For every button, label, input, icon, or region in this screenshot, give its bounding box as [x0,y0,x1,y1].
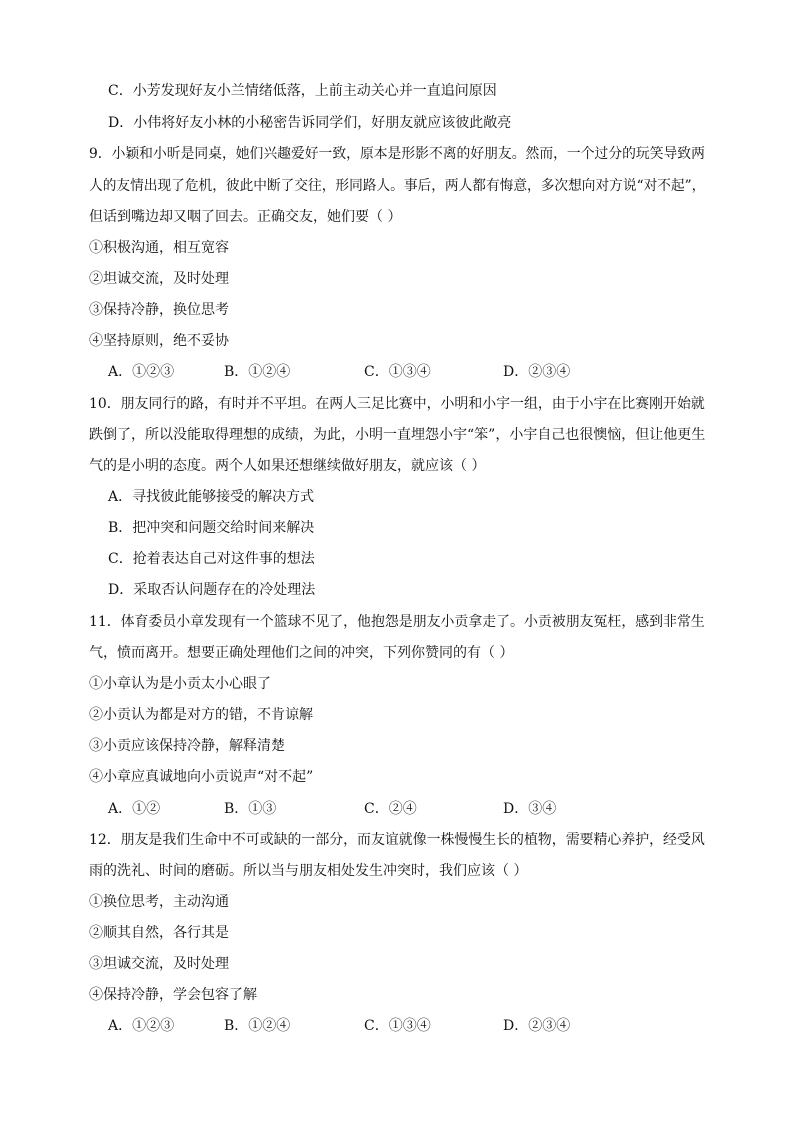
q9-stem-line: 但话到嘴边却又咽了回去。正确交友，她们要（ ） [89,209,402,225]
q11-option-a: A．①② [108,801,161,817]
q10-option-c: C．抢着表达自己对这件事的想法 [108,551,315,567]
q12-item: ②顺其自然，各行其是 [89,925,229,941]
q9-option-d: D．②③④ [503,364,571,380]
q12-option-c: C．①③④ [364,1018,431,1034]
q9-stem-line: 人的友情出现了危机，彼此中断了交往，形同路人。事后，两人都有悔意，多次想向对方说“对不起”， [89,178,706,194]
q10-option-a: A．寻找彼此能够接受的解决方式 [108,489,315,505]
q11-item: ③小贡应该保持冷静，解释清楚 [89,738,285,754]
q11-option-c: C．②④ [364,801,417,817]
q11-option-d: D．③④ [503,801,557,817]
q9-item: ③保持冷静，换位思考 [89,302,229,318]
q10-stem-line: 10．朋友同行的路，有时并不平坦。在两人三足比赛中，小明和小宇一组，由于小宇在比赛刚开始就 [89,396,705,412]
q9-item: ①积极沟通，相互宽容 [89,240,229,256]
q10-option-d: D．采取否认问题存在的冷处理法 [108,582,316,598]
q9-option-c: C．①③④ [364,364,431,380]
q12-stem-line: 雨的洗礼、时间的磨砺。所以当与朋友相处发生冲突时，我们应该（ ） [89,863,528,879]
q12-item: ④保持冷静，学会包容了解 [89,987,257,1003]
q12-stem-line: 12．朋友是我们生命中不可或缺的一部分，而友谊就像一株慢慢生长的植物，需要精心养护，经受风 [89,832,705,848]
q12-option-d: D．②③④ [503,1018,571,1034]
q9-item: ②坦诚交流，及时处理 [89,271,229,287]
q10-stem-line: 跌倒了，所以没能取得理想的成绩，为此，小明一直埋怨小宇“笨”，小宇自己也很懊恼，但让他更生 [89,427,706,443]
q9-option-a: A．①②③ [108,364,175,380]
q11-item: ②小贡认为都是对方的错，不肯谅解 [89,707,313,723]
q9-option-b: B．①②④ [224,364,291,380]
q9-stem-line: 9．小颖和小昕是同桌，她们兴趣爱好一致，原本是形影不离的好朋友。然而，一个过分的玩笑导致两 [89,146,705,162]
q11-stem-line: 11．体育委员小章发现有一个篮球不见了，他抱怨是朋友小贡拿走了。小贡被朋友冤枉，感到非常生 [89,614,705,630]
q11-item: ①小章认为是小贡太小心眼了 [89,676,271,692]
q10-stem-line: 气的是小明的态度。两个人如果还想继续做好朋友，就应该（ ） [89,458,486,474]
q10-option-b: B．把冲突和问题交给时间来解决 [108,520,315,536]
q11-option-b: B．①③ [224,801,277,817]
q8-option-d: D．小伟将好友小林的小秘密告诉同学们，好朋友就应该彼此敞亮 [108,115,512,131]
q8-option-c: C．小芳发现好友小兰情绪低落，上前主动关心并一直追问原因 [108,83,497,99]
q12-item: ③坦诚交流，及时处理 [89,956,229,972]
q9-item: ④坚持原则，绝不妥协 [89,333,229,349]
q11-stem-line: 气，愤而离开。想要正确处理他们之间的冲突，下列你赞同的有（ ） [89,645,514,661]
q11-item: ④小章应真诚地向小贡说声“对不起” [89,769,314,785]
q12-option-a: A．①②③ [108,1018,175,1034]
q12-option-b: B．①②④ [224,1018,291,1034]
q12-item: ①换位思考，主动沟通 [89,894,229,910]
